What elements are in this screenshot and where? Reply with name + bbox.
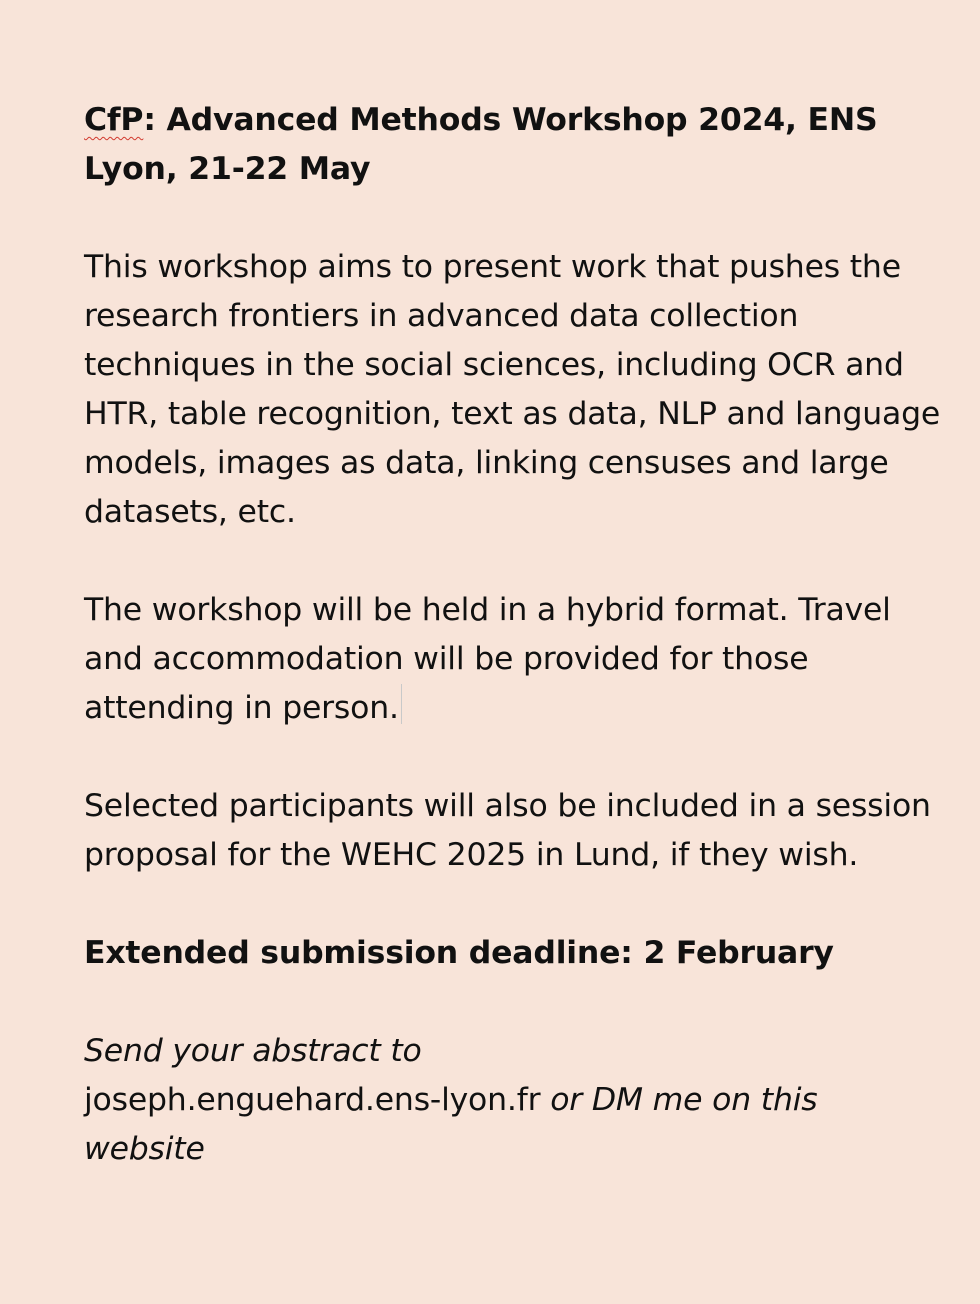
title-text: : Advanced Methods Workshop 2024, ENS Lyon, 21-22 May — [84, 102, 878, 187]
format-paragraph — [84, 586, 944, 733]
contact-paragraph — [84, 1027, 944, 1174]
paragraph-gap — [84, 537, 944, 586]
deadline-line: Extended submission deadline: 2 February — [84, 935, 834, 971]
paragraph-gap — [84, 978, 944, 1027]
paragraph-gap — [84, 733, 944, 782]
paragraph-gap — [84, 194, 944, 243]
format-text: The workshop will be held in a hybrid format. Travel and accommodation will be provided for those attending in person. — [84, 592, 891, 726]
document-title — [84, 96, 944, 194]
participants-paragraph: Selected participants will also be included in a session proposal for the WEHC 2025 in Lund, if they wish. — [84, 788, 931, 873]
paragraph-gap — [84, 880, 944, 929]
contact-prefix: Send your abstract to — [84, 1033, 422, 1069]
contact-suffix: or DM me on this website — [84, 1082, 818, 1167]
text-cursor — [401, 684, 402, 724]
contact-email: joseph.enguehard.ens-lyon.fr — [84, 1082, 541, 1118]
spellcheck-marked-word: CfP — [84, 102, 144, 138]
document-body[interactable] — [84, 96, 944, 1174]
workshop-description-paragraph: This workshop aims to present work that pushes the research frontiers in advanced data collection techniques in the social sciences, including OCR and HTR, table recognition, text as data, NLP and language models, images as data, linking censuses and large datasets, etc. — [84, 249, 941, 530]
